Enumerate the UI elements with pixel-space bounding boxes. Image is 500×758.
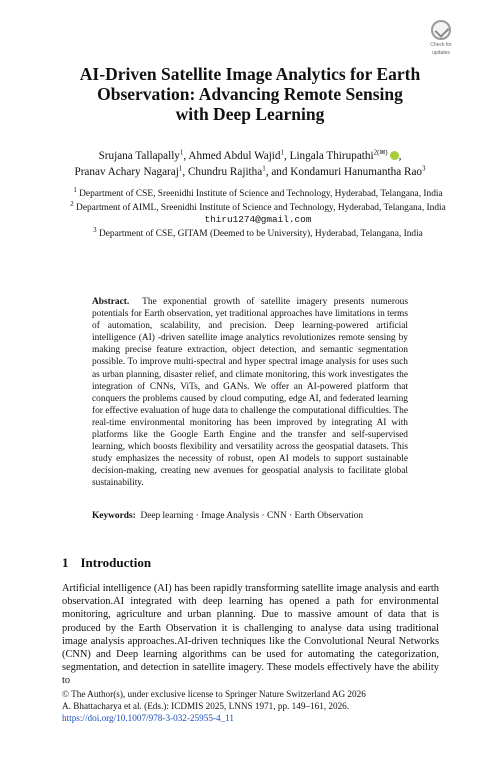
section-heading (62, 555, 151, 571)
corresponding-email[interactable]: thiru1274@gmail.com (204, 214, 312, 225)
author-name: Ahmed Abdul Wajid (188, 150, 281, 162)
author-separator: , (398, 150, 402, 162)
keywords-text: Deep learning · Image Analysis · CNN · Earth Observation (140, 511, 364, 521)
abstract (92, 296, 408, 490)
affil-text: Department of AIML, Sreenidhi Institute of Science and Technology, Hyderabad, Telangana, India (76, 203, 446, 213)
paper-title (40, 64, 460, 124)
title-line-3: with Deep Learning (175, 104, 325, 124)
affil-text: Department of CSE, GITAM (Deemed to be University), Hyderabad, Telangana, India (99, 229, 423, 239)
title-line-1: AI-Driven Satellite Image Analytics for Earth (79, 64, 421, 84)
author-affil-mark: 1 (262, 164, 266, 173)
author-affil-mark: 2(✉) (373, 148, 388, 157)
footer (62, 688, 452, 724)
abstract-text: The exponential growth of satellite imagery presents numerous potentials for Earth observation, yet traditional approaches have limitations in terms of automation, scalability, and precision. Deep learning-powered artificial intelligence (AI) -driven satellite image analytics revolutionizes remote sensing by making precise feature extraction, object detection, and semantic segmentation possible. To improve multi-spectral and hyper spectral image analysis for uses such as urban planning, disaster relief, and climate monitoring, this work investigates the integration of CNNs, ViTs, and GANs. We offer an AI-powered platform that conquers the problems caused by cloud computing, edge AI, and federated learning for effective evaluation of huge data to challenge the computational difficulties. The real-time environmental monitoring has been improved by integrating AI with platforms like the Google Earth Engine and the transfer and self-supervised learning, which boosts flexibility and versatility across the geospatial datasets. This study emphasizes the necessity of robust, open AI models to support sustainable decision-making, creating new avenues for geospatial analysis to facilitate global sustainability. (92, 297, 408, 489)
section-title: Introduction (80, 555, 152, 570)
author-affil-mark: 1 (179, 148, 184, 157)
author-name: Chundru Rajitha (187, 166, 263, 178)
author-separator: , (182, 166, 188, 178)
keywords-label: Keywords: (92, 511, 136, 521)
orcid-icon[interactable] (390, 151, 399, 160)
author-affil-mark: 1 (178, 164, 183, 173)
author-name: Srujana Tallapally (98, 150, 180, 162)
copyright-line: © The Author(s), under exclusive license to Springer Nature Switzerland AG 2026 (62, 689, 366, 699)
affil-number: 2 (70, 199, 74, 208)
author-separator: , and (265, 166, 291, 178)
title-line-2: Observation: Advancing Remote Sensing (97, 84, 403, 104)
affiliations (58, 185, 458, 242)
keywords (92, 510, 408, 522)
author-affil-mark: 3 (422, 164, 426, 173)
badge-line-2: updates (432, 50, 450, 56)
author-list (40, 148, 460, 180)
author-affil-mark: 1 (280, 148, 285, 157)
author-name: Lingala Thirupathi (289, 150, 374, 162)
badge-line-1: Check for (430, 42, 452, 48)
doi-link[interactable]: https://doi.org/10.1007/978-3-032-25955-4_11 (62, 713, 235, 723)
affil-number: 1 (73, 185, 77, 194)
check-updates-icon (431, 20, 451, 40)
citation-line: A. Bhattacharya et al. (Eds.): ICDMIS 2025, LNNS 1971, pp. 149–161, 2026. (62, 701, 350, 711)
intro-paragraph: Artificial intelligence (AI) has been rapidly transforming satellite image analysis and earth observation.AI integrated with deep learning has opened a path for environmental monitoring, agriculture and urban planning. Due to massive amount of data that is produced by the Earth Observation it is challenging to analyse data using traditional image analysis approaches.AI-driven techniques like the Convolutional Neural Networks (CNN) and Deep learning algorithms can be used for automating the categorization, segmentation, and detection in satellite imagery. These models effectively have the ability to (62, 583, 439, 687)
affiliation-1 (58, 185, 458, 200)
affil-text: Department of CSE, Sreenidhi Institute of Science and Technology, Hyderabad, Telangana, India (79, 189, 443, 199)
affiliation-2 (58, 199, 458, 226)
author-name: Pranav Achary Nagaraj (74, 166, 179, 178)
affil-number: 3 (93, 225, 97, 234)
author-separator: , (284, 150, 290, 162)
author-name: Kondamuri Hanumantha Rao (290, 166, 422, 178)
author-separator: , (183, 150, 189, 162)
section-number: 1 (62, 555, 69, 570)
check-for-updates-badge[interactable] (424, 20, 458, 62)
abstract-label: Abstract. (92, 297, 130, 307)
affiliation-3 (58, 225, 458, 240)
